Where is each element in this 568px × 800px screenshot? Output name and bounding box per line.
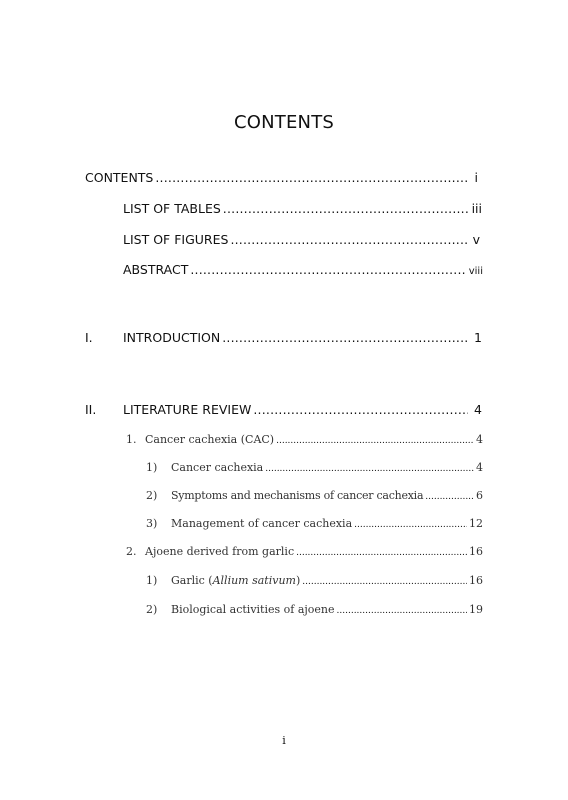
toc-chapter-number: II. — [85, 402, 97, 417]
toc-page-number: 19 — [469, 603, 483, 616]
toc-leader-dots — [190, 262, 466, 277]
toc-entry-cancer-cachexia-cac[interactable] — [126, 433, 483, 446]
toc-section-number: 2. — [126, 545, 137, 558]
toc-page-number: 4 — [474, 402, 482, 417]
toc-page-number: 16 — [469, 545, 483, 558]
toc-subsection-number: 2) — [146, 489, 158, 502]
footer-page-number: i — [282, 734, 286, 747]
toc-subsection-number: 1) — [146, 574, 158, 587]
toc-leader-dots — [253, 402, 468, 417]
toc-label-pre: Garlic ( — [171, 574, 213, 587]
toc-subsection-number: 1) — [146, 461, 158, 474]
toc-entry-biological-activities-of-ajoene[interactable] — [146, 603, 483, 616]
toc-label: LIST OF TABLES — [123, 201, 221, 216]
toc-page-number: 16 — [469, 574, 483, 587]
toc-entry-cancer-cachexia[interactable] — [146, 461, 483, 474]
toc-label: LIST OF FIGURES — [123, 232, 229, 247]
toc-leader-dots — [302, 577, 467, 587]
toc-page-number: i — [474, 170, 478, 185]
toc-leader-dots — [155, 170, 466, 185]
toc-label — [171, 574, 300, 587]
toc-leader-dots — [296, 548, 467, 558]
toc-subsection-number: 3) — [146, 517, 158, 530]
toc-leader-dots — [222, 330, 468, 345]
page-title: CONTENTS — [233, 112, 335, 133]
toc-subsection-number: 2) — [146, 603, 158, 616]
toc-label: CONTENTS — [85, 170, 154, 185]
toc-entry-list-of-tables[interactable] — [123, 201, 482, 216]
toc-label: Management of cancer cachexia — [171, 517, 353, 530]
toc-label: Cancer cachexia (CAC) — [145, 433, 275, 446]
toc-section-number: 1. — [126, 433, 137, 446]
toc-leader-dots — [276, 436, 474, 446]
toc-label: Symptoms and mechanisms of cancer cachexia — [171, 489, 424, 502]
toc-entry-symptoms-and-mechanisms[interactable] — [146, 489, 483, 502]
toc-page-number: 4 — [476, 461, 483, 474]
toc-leader-dots — [354, 520, 467, 530]
toc-leader-dots — [337, 606, 467, 616]
toc-chapter-number: I. — [85, 330, 93, 345]
toc-entry-introduction[interactable] — [85, 330, 482, 345]
toc-leader-dots — [230, 232, 466, 247]
toc-entry-management-of-cancer-cachexia[interactable] — [146, 517, 483, 530]
toc-page-number: 12 — [469, 517, 483, 530]
toc-label: INTRODUCTION — [123, 330, 221, 345]
toc-entry-list-of-figures[interactable] — [123, 232, 480, 247]
toc-page-number: 1 — [474, 330, 482, 345]
toc-leader-dots — [425, 492, 474, 502]
toc-page-number: viii — [468, 266, 483, 277]
toc-label: ABSTRACT — [123, 262, 189, 277]
toc-entry-garlic[interactable] — [146, 574, 483, 587]
toc-label: Ajoene derived from garlic — [145, 545, 295, 558]
toc-leader-dots — [265, 464, 474, 474]
toc-label-post: ) — [295, 574, 301, 587]
toc-label: Biological activities of ajoene — [171, 603, 335, 616]
toc-entry-ajoene-derived-from-garlic[interactable] — [126, 545, 483, 558]
toc-entry-abstract[interactable] — [123, 262, 483, 277]
toc-page-number: iii — [471, 201, 482, 216]
toc-entry-contents[interactable] — [85, 170, 478, 185]
toc-label: LITERATURE REVIEW — [123, 402, 252, 417]
toc-page-number: 4 — [476, 433, 483, 446]
toc-label-italic: Allium sativum — [212, 574, 296, 587]
toc-label: Cancer cachexia — [171, 461, 264, 474]
toc-page-number: v — [472, 232, 480, 247]
toc-entry-literature-review[interactable] — [85, 402, 482, 417]
toc-page-number: 6 — [476, 489, 483, 502]
toc-leader-dots — [223, 201, 470, 216]
